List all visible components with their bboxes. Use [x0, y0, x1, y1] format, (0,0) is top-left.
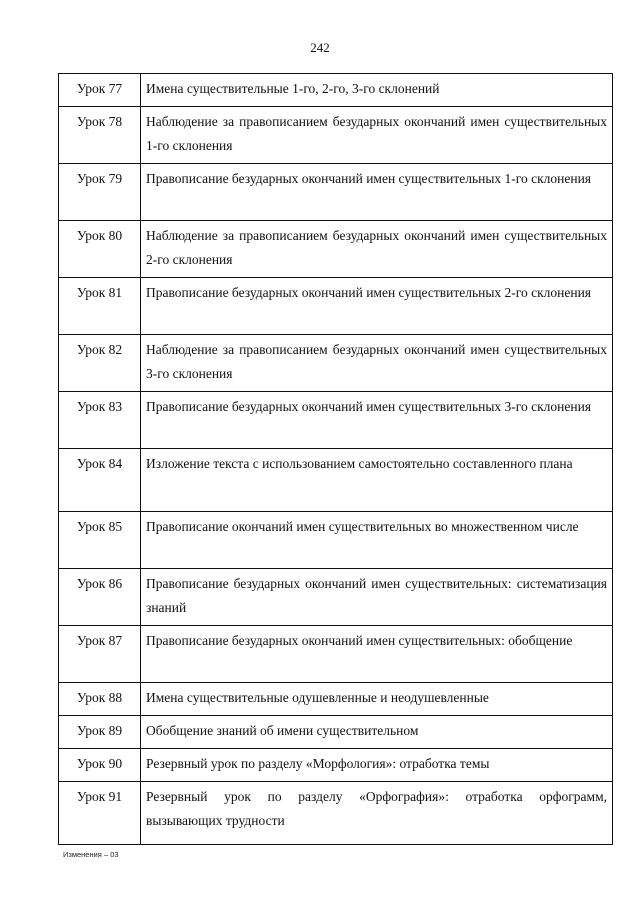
table-row	[59, 164, 613, 221]
lesson-number: Урок 86	[59, 569, 141, 626]
lesson-number: Урок 79	[59, 164, 141, 221]
lesson-topic: Изложение текста с использованием самостоятельно составленного плана	[141, 449, 613, 512]
lesson-topic: Правописание безударных окончаний имен существительных: систематизация знаний	[141, 569, 613, 626]
lesson-topic: Правописание безударных окончаний имен существительных 1-го склонения	[141, 164, 613, 221]
lessons-table	[58, 73, 613, 845]
lesson-number: Урок 91	[59, 782, 141, 845]
footer-revision-note: Изменения – 03	[63, 850, 119, 859]
lesson-number: Урок 84	[59, 449, 141, 512]
table-row	[59, 278, 613, 335]
lesson-topic: Правописание безударных окончаний имен существительных: обобщение	[141, 626, 613, 683]
table-row	[59, 569, 613, 626]
lesson-number: Урок 89	[59, 716, 141, 749]
lesson-topic: Наблюдение за правописанием безударных окончаний имен существительных 3-го склонения	[141, 335, 613, 392]
table-row	[59, 107, 613, 164]
table-row	[59, 512, 613, 569]
lesson-number: Урок 90	[59, 749, 141, 782]
table-row	[59, 626, 613, 683]
table-row	[59, 392, 613, 449]
lesson-topic: Имена существительные 1-го, 2-го, 3-го склонений	[141, 74, 613, 107]
lesson-topic: Резервный урок по разделу «Орфография»: отработка орфограмм, вызывающих трудности	[141, 782, 613, 845]
table-row	[59, 74, 613, 107]
lesson-number: Урок 77	[59, 74, 141, 107]
lesson-topic: Правописание безударных окончаний имен существительных 2-го склонения	[141, 278, 613, 335]
lesson-number: Урок 81	[59, 278, 141, 335]
lesson-topic: Наблюдение за правописанием безударных окончаний имен существительных 2-го склонения	[141, 221, 613, 278]
table-row	[59, 782, 613, 845]
lesson-number: Урок 83	[59, 392, 141, 449]
lesson-number: Урок 88	[59, 683, 141, 716]
lesson-number: Урок 78	[59, 107, 141, 164]
lesson-number: Урок 80	[59, 221, 141, 278]
table-row	[59, 683, 613, 716]
lesson-number: Урок 85	[59, 512, 141, 569]
lesson-topic: Обобщение знаний об имени существительном	[141, 716, 613, 749]
table-row	[59, 749, 613, 782]
table-row	[59, 221, 613, 278]
lesson-topic: Наблюдение за правописанием безударных окончаний имен существительных 1-го склонения	[141, 107, 613, 164]
page-number: 242	[310, 40, 330, 55]
table-row	[59, 716, 613, 749]
lesson-number: Урок 82	[59, 335, 141, 392]
lesson-topic: Правописание окончаний имен существительных во множественном числе	[141, 512, 613, 569]
lesson-topic: Резервный урок по разделу «Морфология»: отработка темы	[141, 749, 613, 782]
table-row	[59, 449, 613, 512]
lesson-topic: Имена существительные одушевленные и неодушевленные	[141, 683, 613, 716]
lesson-topic: Правописание безударных окончаний имен существительных 3-го склонения	[141, 392, 613, 449]
table-row	[59, 335, 613, 392]
lesson-number: Урок 87	[59, 626, 141, 683]
